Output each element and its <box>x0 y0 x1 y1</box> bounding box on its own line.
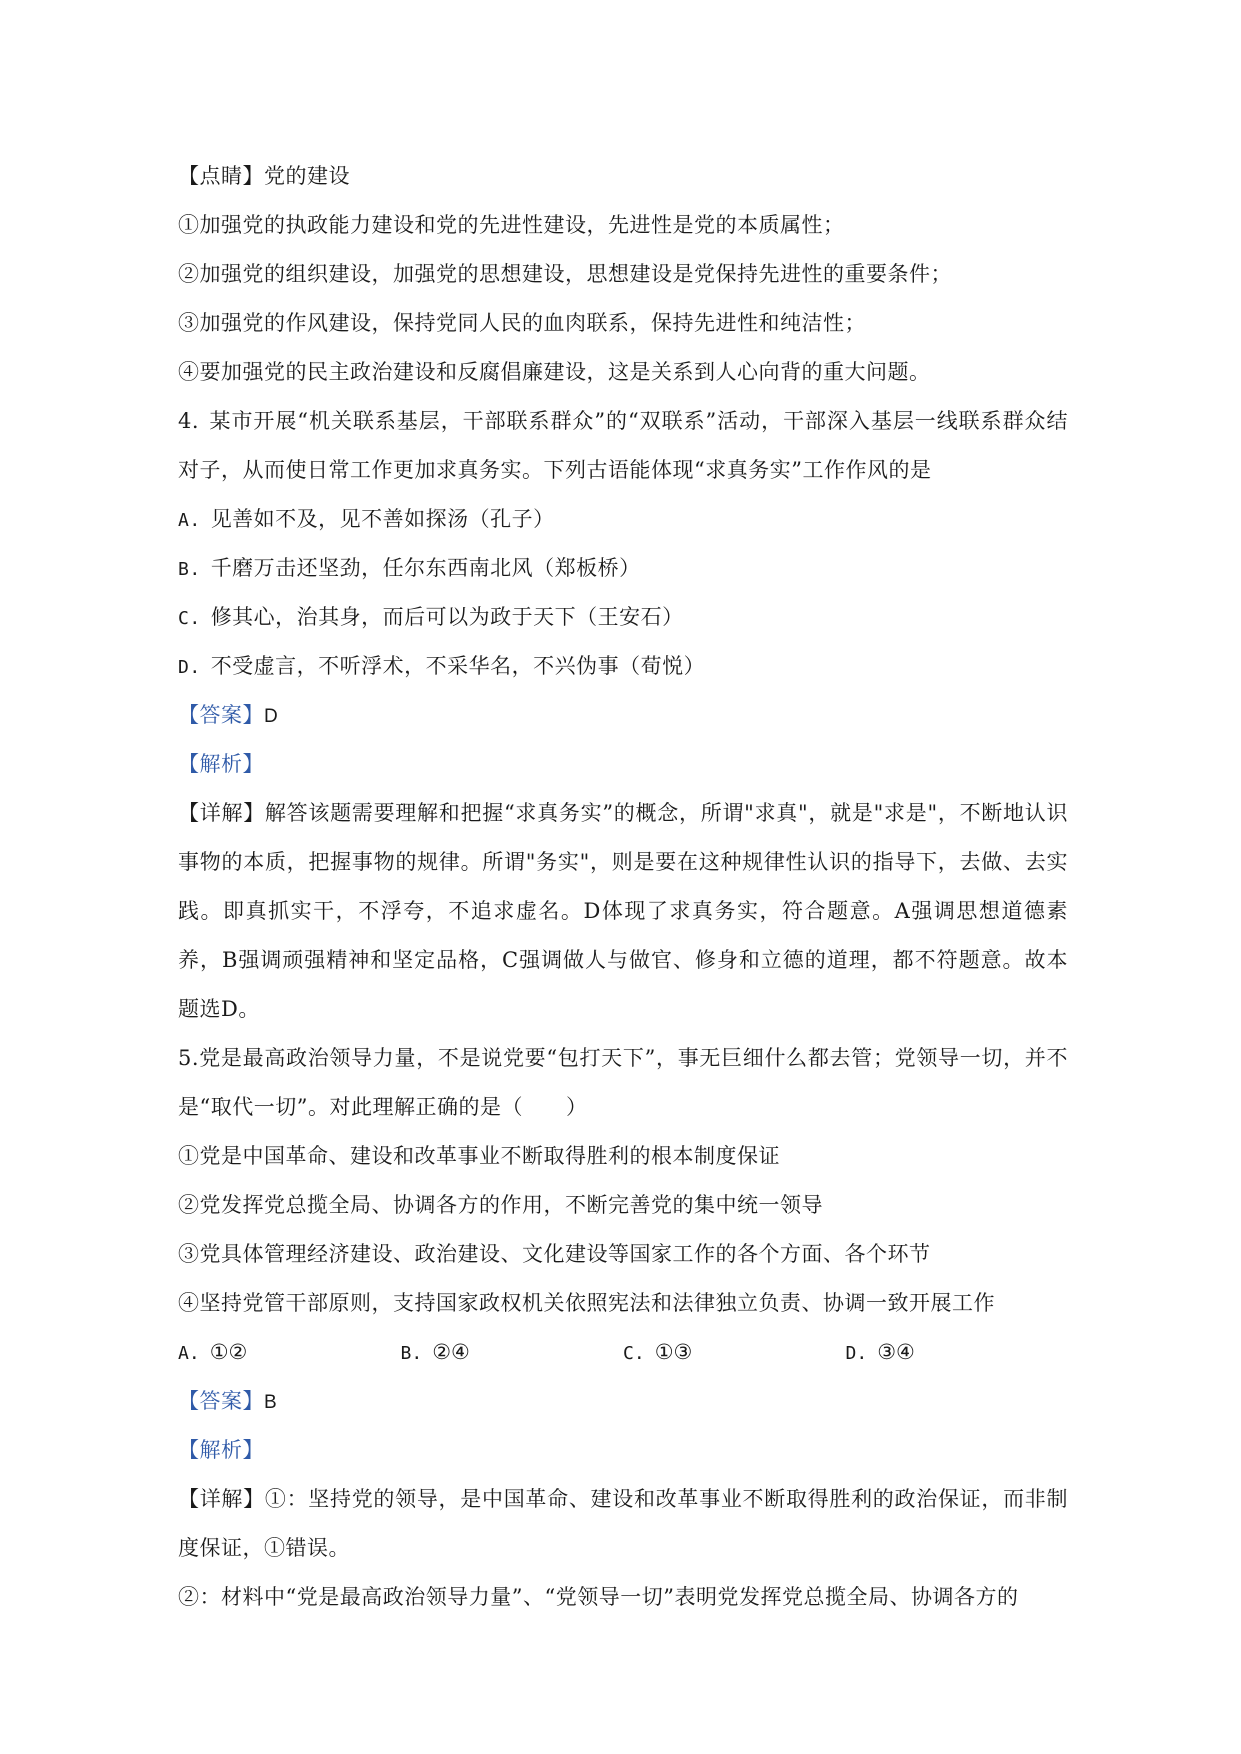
q5-statement-2: ②党发挥党总揽全局、协调各方的作用，不断完善党的集中统一领导 <box>178 1193 823 1217</box>
q5-option-c-letter: C. <box>623 1343 645 1364</box>
q5-option-b-letter: B. <box>400 1343 423 1364</box>
q5-detail-label: 【详解】 <box>178 1487 265 1511</box>
q4-option-d <box>178 642 1068 691</box>
q5-answer-value: B <box>264 1392 278 1413</box>
dianjing-item-2: ②加强党的组织建设，加强党的思想建设，思想建设是党保持先进性的重要条件； <box>178 262 952 286</box>
q5-stem <box>178 1034 1068 1132</box>
q5-statement-1: ①党是中国革命、建设和改革事业不断取得胜利的根本制度保证 <box>178 1144 780 1168</box>
q4-detail <box>178 789 1068 1034</box>
q4-option-c-text: 修其心，治其身，而后可以为政于天下（王安石） <box>210 605 684 629</box>
dianjing-item-4: ④要加强党的民主政治建设和反腐倡廉建设，这是关系到人心向背的重大问题。 <box>178 360 931 384</box>
q5-option-a <box>178 1328 401 1377</box>
q5-options <box>178 1328 1068 1377</box>
q4-detail-text: 解答该题需要理解和把握“求真务实”的概念，所谓"求真"，就是"求是"，不断地认识事物的本质，把握事物的规律。所谓"务实"，则是要在这种规律性认识的指导下，去做、去实践。即真抓实干，不浮夸，不追求虚名。D体现了求真务实，符合题意。A强调思想道德素养，B强调顽强精神和坚定品格，C强调做人与做官、修身和立德的道理，都不符题意。故本题选D。 <box>178 801 1068 1021</box>
q4-option-b-letter: B. <box>178 559 201 580</box>
q4-detail-label: 【详解】 <box>178 801 265 825</box>
q5-option-a-letter: A. <box>178 1343 200 1364</box>
q4-option-a-letter: A. <box>178 510 201 531</box>
q4-option-b-text: 千磨万击还坚劲，任尔东西南北风（郑板桥） <box>210 556 641 580</box>
document-page <box>178 152 1068 1622</box>
dianjing-item-1: ①加强党的执政能力建设和党的先进性建设，先进性是党的本质属性； <box>178 213 845 237</box>
q5-option-c <box>623 1328 846 1377</box>
q4-answer-label: 【答案】 <box>178 703 264 727</box>
q5-option-b-text: ②④ <box>432 1340 470 1364</box>
q4-stem-text: 某市开展“机关联系基层，干部联系群众”的“双联系”活动，干部深入基层一线联系群众结对子，从而使日常工作更加求真务实。下列古语能体现“求真务实”工作作风的是 <box>178 409 1068 482</box>
q4-option-d-letter: D. <box>178 657 201 678</box>
q5-statement-3: ③党具体管理经济建设、政治建设、文化建设等国家工作的各个方面、各个环节 <box>178 1242 931 1266</box>
dianjing-label: 【点睛】 <box>178 164 264 188</box>
q5-answer-label: 【答案】 <box>178 1389 264 1413</box>
q4-option-c <box>178 593 1068 642</box>
q4-option-c-letter: C. <box>178 608 201 629</box>
q5-statement-4: ④坚持党管干部原则，支持国家政权机关依照宪法和法律独立负责、协调一致开展工作 <box>178 1291 995 1315</box>
q4-answer <box>178 691 1068 740</box>
q4-answer-value: D <box>264 706 279 727</box>
dianjing-item-3: ③加强党的作风建设，保持党同人民的血肉联系，保持先进性和纯洁性； <box>178 311 866 335</box>
q5-analysis-label: 【解析】 <box>178 1438 264 1462</box>
q4-option-a-text: 见善如不及，见不善如探汤（孔子） <box>210 507 555 531</box>
q5-option-d <box>846 1328 1069 1377</box>
q4-analysis-label: 【解析】 <box>178 752 264 776</box>
q4-option-b <box>178 544 1068 593</box>
q5-option-b <box>401 1328 624 1377</box>
q4-option-a <box>178 495 1068 544</box>
q4-stem <box>178 397 1068 495</box>
q4-option-d-text: 不受虚言，不听浮术，不采华名，不兴伪事（荀悦） <box>210 654 706 678</box>
q4-number: 4. <box>178 409 200 433</box>
q5-detail <box>178 1475 1068 1573</box>
q5-option-d-letter: D. <box>845 1343 868 1364</box>
q5-number: 5. <box>178 1046 200 1070</box>
q5-option-a-text: ①② <box>209 1340 248 1364</box>
dianjing-title: 党的建设 <box>264 164 350 188</box>
q5-answer <box>178 1377 1068 1426</box>
dianjing-heading <box>178 152 1068 201</box>
q5-detail-text: ①：坚持党的领导，是中国革命、建设和改革事业不断取得胜利的政治保证，而非制度保证，①错误。 <box>178 1487 1069 1560</box>
q5-option-d-text: ③④ <box>877 1340 915 1364</box>
q5-option-c-text: ①③ <box>654 1340 693 1364</box>
q5-detail-2: ②：材料中“党是最高政治领导力量”、“党领导一切”表明党发挥党总揽全局、协调各方的 <box>178 1585 1019 1609</box>
q5-stem-text: 党是最高政治领导力量，不是说党要“包打天下”，事无巨细什么都去管；党领导一切，并不是“取代一切”。对此理解正确的是（ ） <box>178 1046 1068 1119</box>
